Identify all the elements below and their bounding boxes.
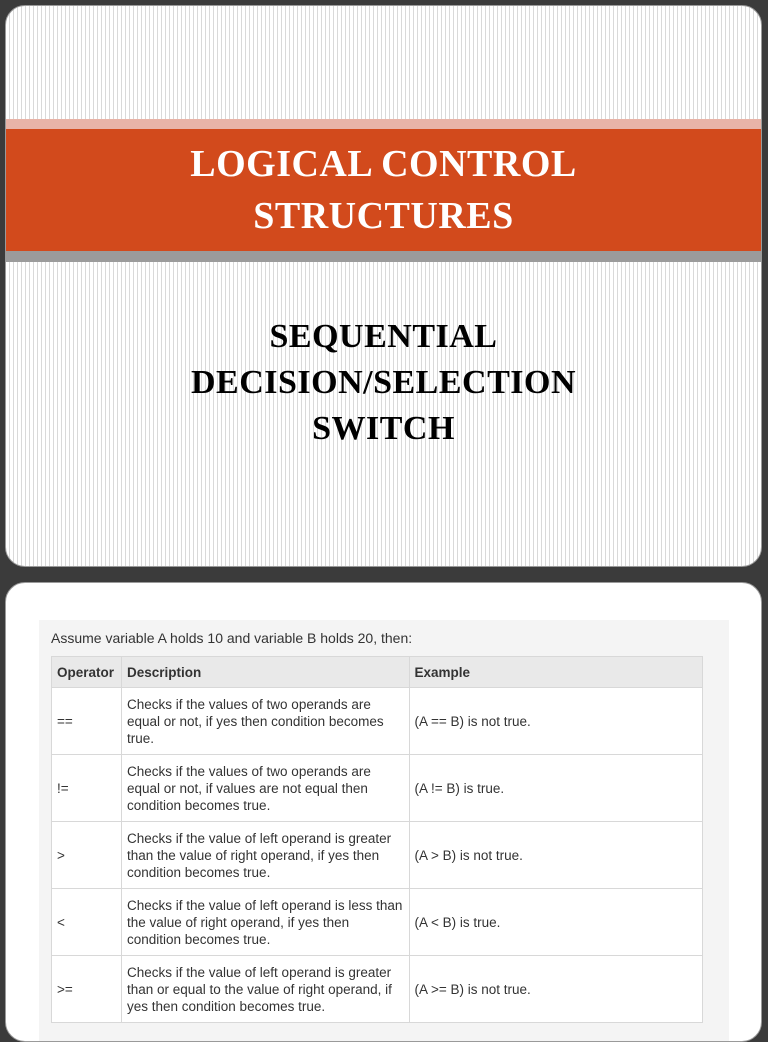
operator-cell: < <box>52 889 122 956</box>
operator-cell: > <box>52 822 122 889</box>
description-cell: Checks if the value of left operand is less than the value of right operand, if yes then condition becomes true. <box>121 889 409 956</box>
band-top-stripe <box>6 119 761 129</box>
example-cell: (A != B) is true. <box>409 755 703 822</box>
description-cell: Checks if the value of left operand is greater than or equal to the value of right operand, if yes then condition becomes true. <box>121 956 409 1023</box>
example-cell: (A >= B) is not true. <box>409 956 703 1023</box>
title-band <box>6 129 761 251</box>
subtitle-line-3: SWITCH <box>312 410 455 447</box>
operator-cell: != <box>52 755 122 822</box>
example-cell: (A == B) is not true. <box>409 688 703 755</box>
subtitle-line-2: DECISION/SELECTION <box>190 364 576 401</box>
table-row <box>52 755 703 822</box>
header-example: Example <box>409 657 703 688</box>
subtitle-block <box>6 314 761 452</box>
operator-cell: >= <box>52 956 122 1023</box>
slide-title-line-2: STRUCTURES <box>253 195 514 237</box>
header-operator: Operator <box>52 657 122 688</box>
table-row <box>52 956 703 1023</box>
operators-panel <box>39 620 729 1042</box>
description-cell: Checks if the values of two operands are equal or not, if values are not equal then condition becomes true. <box>121 755 409 822</box>
table-header-row <box>52 657 703 688</box>
description-cell: Checks if the value of left operand is greater than the value of right operand, if yes then condition becomes true. <box>121 822 409 889</box>
title-slide <box>5 5 762 567</box>
example-cell: (A < B) is true. <box>409 889 703 956</box>
header-description: Description <box>121 657 409 688</box>
table-row <box>52 889 703 956</box>
table-row <box>52 822 703 889</box>
example-cell: (A > B) is not true. <box>409 822 703 889</box>
intro-text: Assume variable A holds 10 and variable B holds 20, then: <box>51 630 413 646</box>
slide-title-line-1: LOGICAL CONTROL <box>190 143 577 185</box>
band-bottom-stripe <box>6 251 761 262</box>
table-row <box>52 688 703 755</box>
operator-cell: == <box>52 688 122 755</box>
operators-table <box>51 656 703 1023</box>
description-cell: Checks if the values of two operands are equal or not, if yes then condition becomes true. <box>121 688 409 755</box>
subtitle-line-1: SEQUENTIAL <box>269 318 498 355</box>
operators-slide <box>5 582 762 1042</box>
